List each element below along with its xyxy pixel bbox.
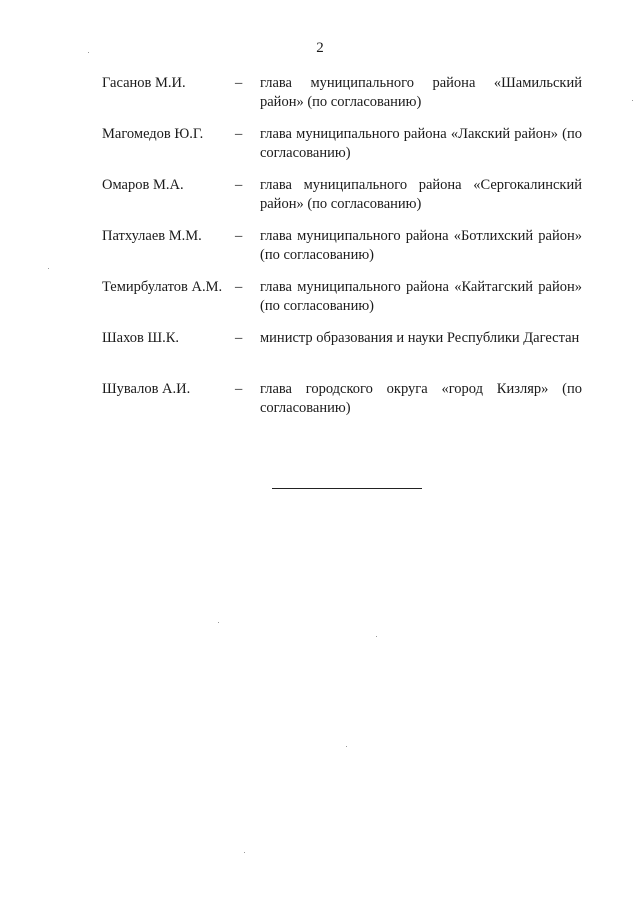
list-item (102, 176, 582, 227)
list-item (102, 74, 582, 125)
dash: – (235, 330, 243, 346)
list-item (102, 329, 582, 380)
dash: – (235, 279, 243, 295)
page-number: 2 (316, 40, 324, 56)
member-role: глава муниципального района «Кайтагский район» (по согласованию) (260, 279, 582, 314)
dash: – (235, 126, 243, 142)
end-divider (272, 488, 422, 489)
member-role: глава городского округа «город Кизляр» (по согласованию) (260, 381, 582, 416)
scan-speck (346, 746, 347, 747)
list-item (102, 278, 582, 329)
scan-speck (244, 852, 245, 853)
list-item (102, 227, 582, 278)
scan-speck (48, 268, 49, 269)
list-item (102, 125, 582, 176)
member-name: Магомедов Ю.Г. (102, 126, 204, 142)
member-name: Темирбулатов А.М. (102, 279, 223, 295)
member-name: Омаров М.А. (102, 177, 184, 193)
member-list (102, 74, 582, 431)
member-role: глава муниципального района «Лакский район» (по согласованию) (260, 126, 582, 161)
member-role: глава муниципального района «Сергокалинский район» (по согласованию) (260, 177, 582, 212)
member-name: Шахов Ш.К. (102, 330, 180, 346)
member-name: Гасанов М.И. (102, 75, 186, 91)
member-role: глава муниципального района «Шамильский район» (по согласованию) (260, 75, 582, 110)
member-name: Патхулаев М.М. (102, 228, 202, 244)
scan-speck (376, 636, 377, 637)
list-item (102, 380, 582, 431)
dash: – (235, 75, 243, 91)
dash: – (235, 177, 243, 193)
member-role: министр образования и науки Республики Дагестан (260, 330, 580, 346)
scan-speck (218, 622, 219, 623)
dash: – (235, 381, 243, 397)
scan-speck (88, 52, 89, 53)
dash: – (235, 228, 243, 244)
scan-speck (632, 100, 633, 101)
member-name: Шувалов А.И. (102, 381, 191, 397)
member-role: глава муниципального района «Ботлихский район» (по согласованию) (260, 228, 582, 263)
